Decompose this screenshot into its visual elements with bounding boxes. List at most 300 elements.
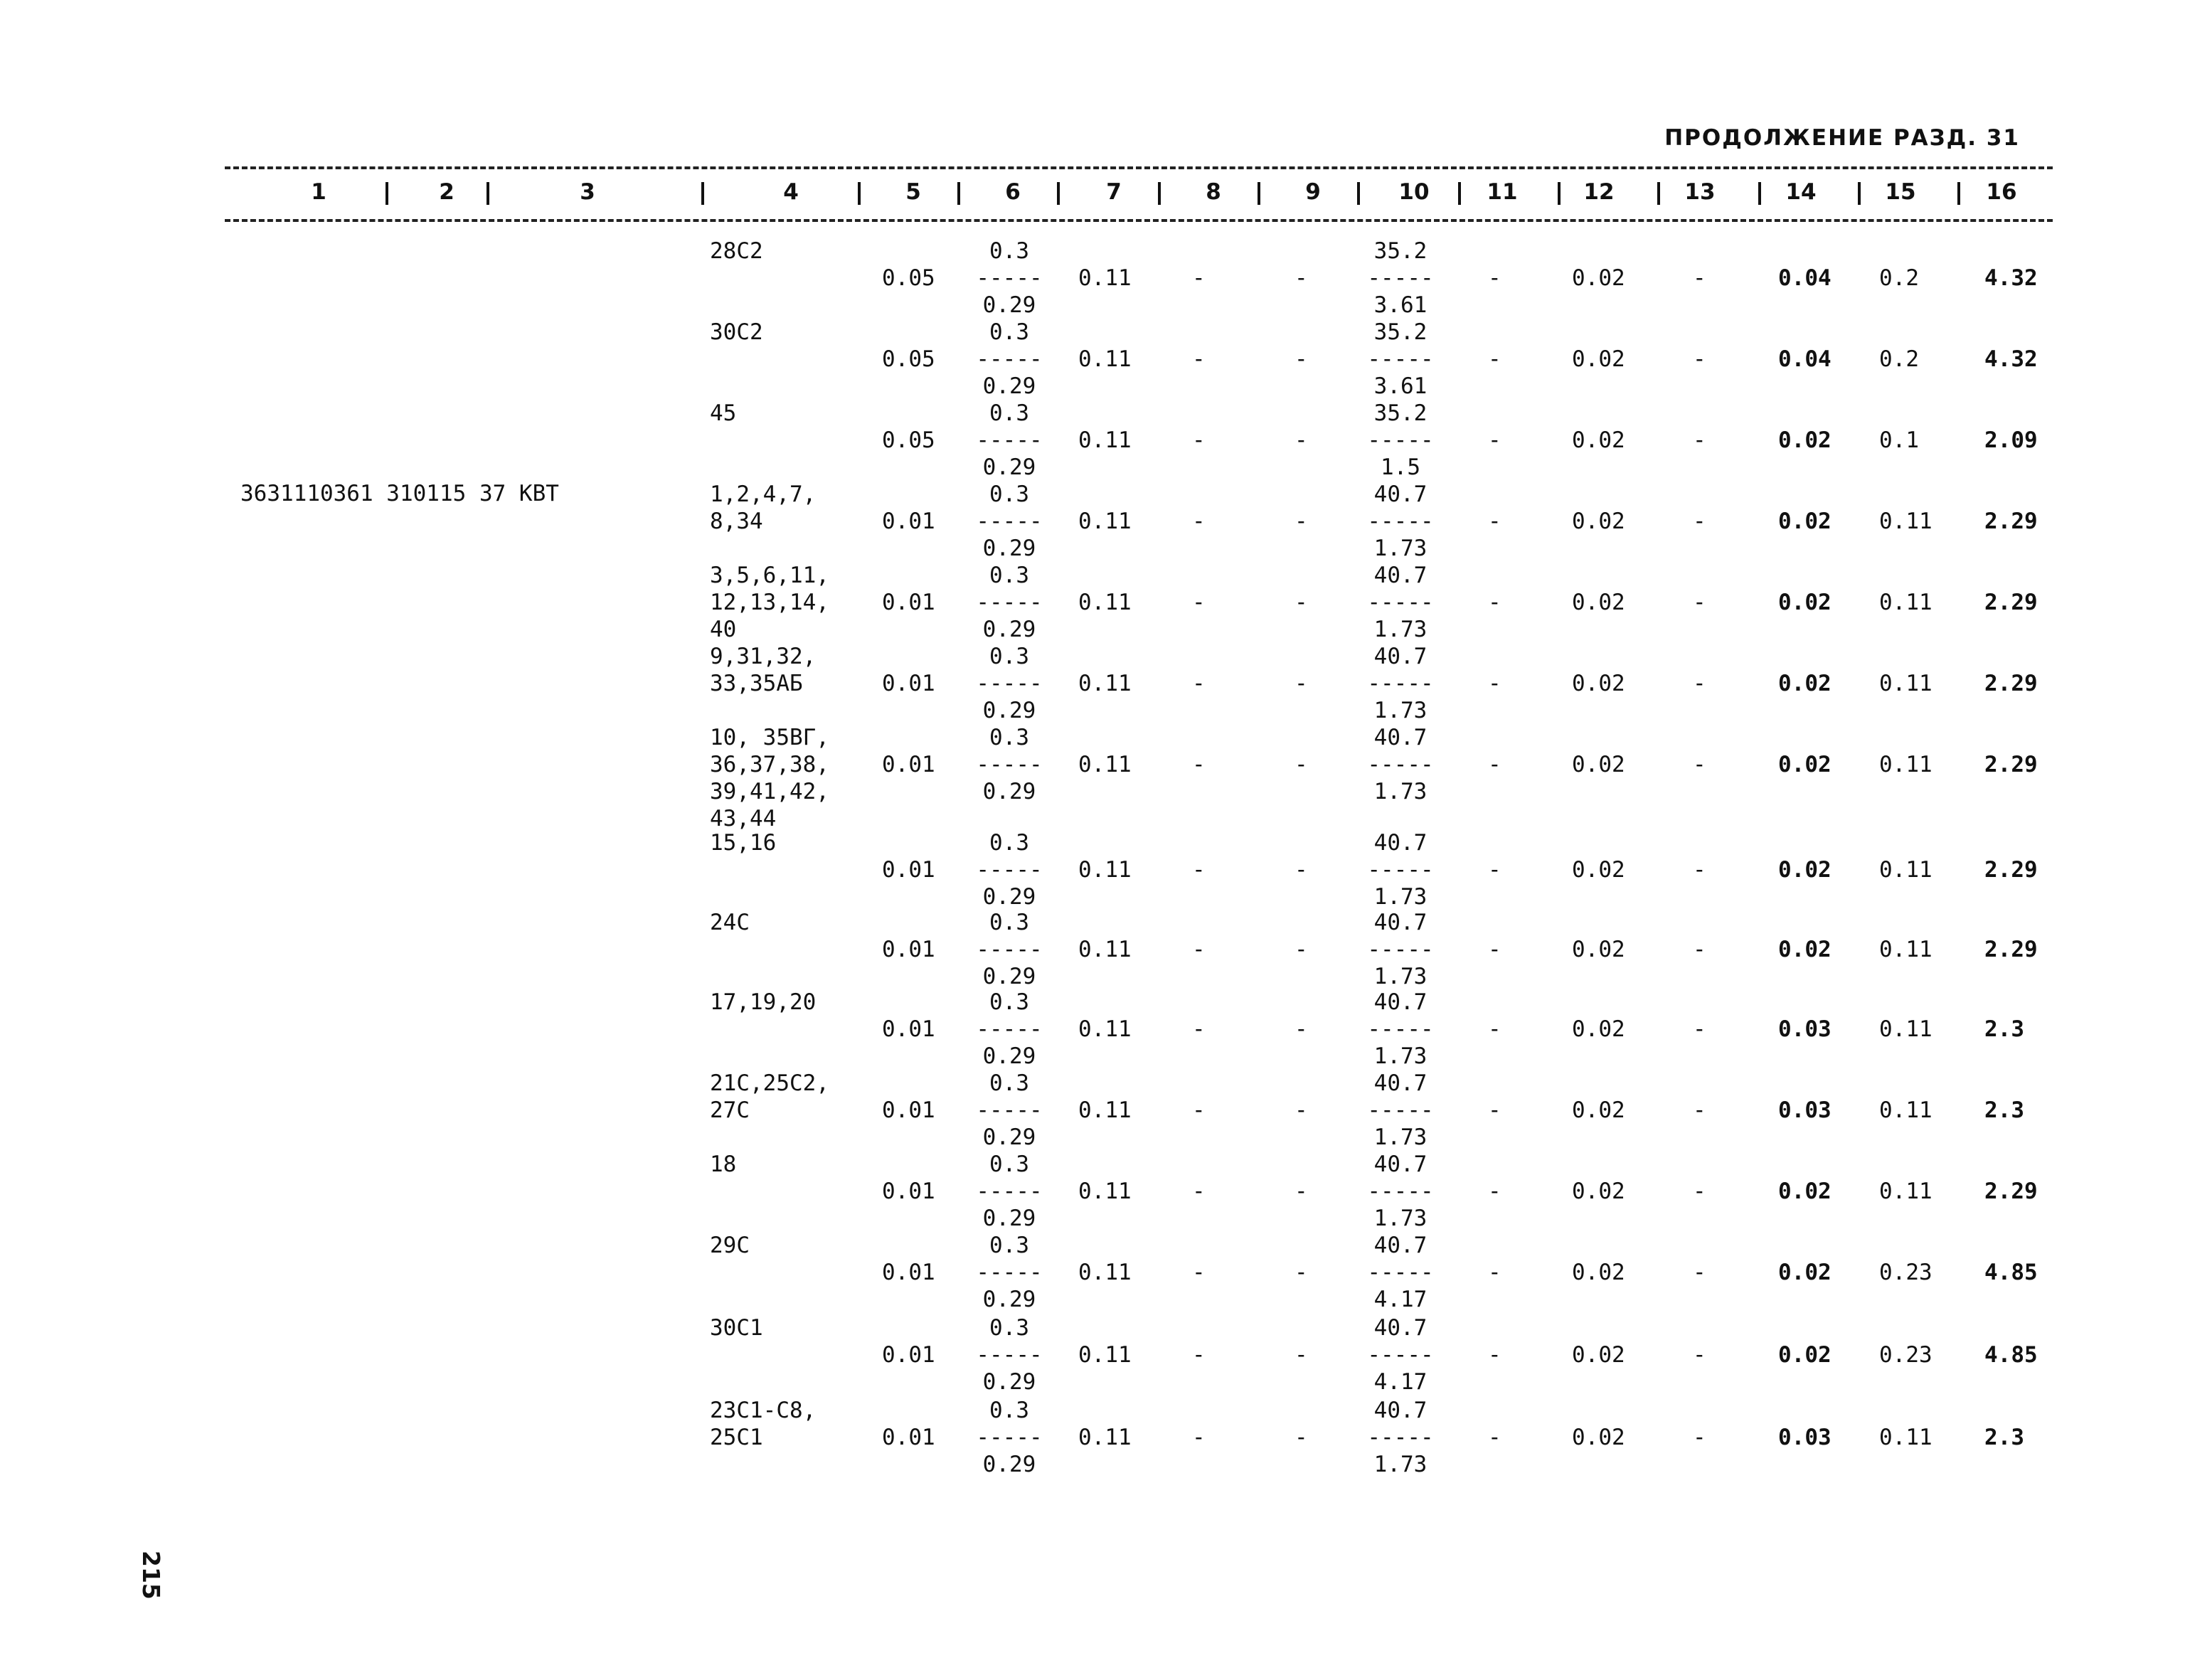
cell-col11: - — [1488, 1342, 1501, 1368]
cell-col4-designation: 45 — [710, 400, 737, 426]
cell-col6-fraction-num: 0.3 — [989, 319, 1029, 345]
cell-col12: 0.02 — [1572, 1097, 1625, 1123]
cell-col14: 0.02 — [1778, 752, 1832, 777]
cell-col13: - — [1693, 346, 1706, 372]
cell-col12: 0.02 — [1572, 346, 1625, 372]
header-rule-top — [225, 166, 2053, 169]
cell-col5: 0.05 — [882, 346, 935, 372]
cell-col11: - — [1488, 1425, 1501, 1450]
cell-col4-designation: 3,5,6,11, 12,13,14, 40 — [710, 563, 829, 642]
cell-col15: 0.11 — [1879, 857, 1933, 883]
cell-col6-fraction — [963, 1151, 1056, 1232]
cell-col8: - — [1192, 937, 1206, 962]
cell-col10-fraction-line: ----- — [1367, 1179, 1434, 1204]
cell-col14: 0.02 — [1778, 857, 1832, 883]
cell-col10-fraction-den: 1.73 — [1373, 964, 1428, 989]
cell-col10-fraction — [1354, 724, 1447, 805]
cell-col6-fraction-num: 0.3 — [989, 238, 1029, 264]
cell-col14: 0.04 — [1778, 265, 1832, 291]
cell-col5: 0.01 — [882, 509, 935, 534]
cell-col7: 0.11 — [1078, 265, 1132, 291]
cell-col6-fraction — [963, 829, 1056, 910]
cell-col9: - — [1294, 752, 1308, 777]
cell-col15: 0.2 — [1879, 265, 1919, 291]
column-separator — [1057, 182, 1060, 205]
cell-col6-fraction-line: ----- — [976, 1097, 1043, 1123]
cell-col10-fraction — [1354, 238, 1447, 319]
cell-col14: 0.03 — [1778, 1016, 1832, 1042]
cell-col10-fraction-den: 1.73 — [1373, 779, 1428, 804]
cell-col10-fraction-num: 40.7 — [1373, 563, 1428, 588]
column-number: 8 — [1206, 179, 1221, 205]
cell-col10-fraction-den: 1.73 — [1373, 1206, 1428, 1231]
cell-col10-fraction-num: 40.7 — [1373, 910, 1428, 935]
cell-col9: - — [1294, 1097, 1308, 1123]
cell-col4-designation: 15,16 — [710, 830, 777, 856]
cell-col14: 0.02 — [1778, 427, 1832, 453]
cell-col6-fraction-num: 0.3 — [989, 1152, 1029, 1177]
cell-col10-fraction-num: 40.7 — [1373, 725, 1428, 750]
cell-col10-fraction-den: 1.73 — [1373, 698, 1428, 723]
cell-col8: - — [1192, 1425, 1206, 1450]
cell-col7: 0.11 — [1078, 1342, 1132, 1368]
cell-col4-designation: 29С — [710, 1233, 750, 1258]
cell-col10-fraction — [1354, 481, 1447, 562]
cell-col6-fraction-num: 0.3 — [989, 1315, 1029, 1341]
cell-col8: - — [1192, 671, 1206, 696]
cell-col8: - — [1192, 857, 1206, 883]
cell-col15: 0.23 — [1879, 1260, 1933, 1285]
cell-col9: - — [1294, 509, 1308, 534]
cell-col16: 2.3 — [1984, 1425, 2024, 1450]
cell-col10-fraction-num: 40.7 — [1373, 989, 1428, 1015]
cell-col6-fraction — [963, 481, 1056, 562]
cell-col12: 0.02 — [1572, 265, 1625, 291]
column-number: 12 — [1583, 179, 1615, 205]
cell-col6-fraction-num: 0.3 — [989, 400, 1029, 426]
cell-col6-fraction-den: 0.29 — [982, 964, 1036, 989]
column-separator — [487, 182, 489, 205]
cell-col6-fraction — [963, 643, 1056, 724]
cell-col7: 0.11 — [1078, 1260, 1132, 1285]
cell-col12: 0.02 — [1572, 1179, 1625, 1204]
cell-col6-fraction-line: ----- — [976, 752, 1043, 777]
cell-col6-fraction-line: ----- — [976, 1342, 1043, 1368]
cell-col6-fraction-den: 0.29 — [982, 698, 1036, 723]
cell-col10-fraction-line: ----- — [1367, 1016, 1434, 1042]
cell-col10-fraction — [1354, 1232, 1447, 1313]
cell-col16: 2.29 — [1984, 857, 2038, 883]
cell-col16: 4.32 — [1984, 346, 2038, 372]
section-continuation-header: ПРОДОЛЖЕНИЕ РАЗД. 31 — [1664, 125, 2020, 151]
cell-col10-fraction-line: ----- — [1367, 427, 1434, 453]
cell-col11: - — [1488, 346, 1501, 372]
cell-col6-fraction-line: ----- — [976, 427, 1043, 453]
cell-col6-fraction-num: 0.3 — [989, 989, 1029, 1015]
cell-col10-fraction — [1354, 1314, 1447, 1395]
cell-col13: - — [1693, 1260, 1706, 1285]
cell-col12: 0.02 — [1572, 1260, 1625, 1285]
cell-col4-designation: 21С,25С2, 27С — [710, 1070, 829, 1123]
cell-col6-fraction-line: ----- — [976, 1425, 1043, 1450]
column-separator — [1458, 182, 1461, 205]
cell-col6-fraction-line: ----- — [976, 265, 1043, 291]
cell-col8: - — [1192, 427, 1206, 453]
column-separator — [1158, 182, 1161, 205]
cell-col6-fraction-den: 0.29 — [982, 373, 1036, 399]
cell-col14: 0.02 — [1778, 1179, 1832, 1204]
cell-col16: 2.29 — [1984, 671, 2038, 696]
cell-col10-fraction-line: ----- — [1367, 590, 1434, 615]
column-number: 5 — [905, 179, 921, 205]
cell-col4-designation: 24С — [710, 910, 750, 935]
cell-col7: 0.11 — [1078, 1016, 1132, 1042]
cell-col6-fraction-den: 0.29 — [982, 1206, 1036, 1231]
cell-col16: 2.29 — [1984, 752, 2038, 777]
column-separator — [957, 182, 960, 205]
column-number: 14 — [1785, 179, 1817, 205]
cell-col10-fraction-num: 35.2 — [1373, 319, 1428, 345]
cell-col10-fraction — [1354, 319, 1447, 400]
cell-col6-fraction-num: 0.3 — [989, 725, 1029, 750]
cell-col15: 0.11 — [1879, 1425, 1933, 1450]
cell-col15: 0.1 — [1879, 427, 1919, 453]
cell-col10-fraction-den: 1.73 — [1373, 536, 1428, 561]
cell-col10-fraction-line: ----- — [1367, 509, 1434, 534]
cell-col16: 4.85 — [1984, 1342, 2038, 1368]
column-separator — [1758, 182, 1761, 205]
cell-col9: - — [1294, 1179, 1308, 1204]
cell-col5: 0.05 — [882, 265, 935, 291]
cell-col9: - — [1294, 265, 1308, 291]
cell-col16: 4.32 — [1984, 265, 2038, 291]
cell-col7: 0.11 — [1078, 671, 1132, 696]
column-separator — [1957, 182, 1960, 205]
cell-col9: - — [1294, 1260, 1308, 1285]
cell-col10-fraction-num: 40.7 — [1373, 1070, 1428, 1096]
column-separator — [858, 182, 861, 205]
cell-col4-designation: 18 — [710, 1152, 737, 1177]
cell-col9: - — [1294, 427, 1308, 453]
cell-col6-fraction-den: 0.29 — [982, 1452, 1036, 1477]
cell-col13: - — [1693, 265, 1706, 291]
cell-col10-fraction-num: 40.7 — [1373, 1233, 1428, 1258]
cell-col5: 0.05 — [882, 427, 935, 453]
cell-col10-fraction-num: 40.7 — [1373, 1152, 1428, 1177]
cell-col12: 0.02 — [1572, 671, 1625, 696]
cell-col5: 0.01 — [882, 937, 935, 962]
cell-col10-fraction — [1354, 989, 1447, 1070]
column-separator — [1357, 182, 1360, 205]
cell-col4-designation: 17,19,20 — [710, 989, 817, 1015]
cell-col10-fraction-num: 35.2 — [1373, 238, 1428, 264]
cell-col7: 0.11 — [1078, 1097, 1132, 1123]
cell-col6-fraction-den: 0.29 — [982, 884, 1036, 910]
cell-col10-fraction-line: ----- — [1367, 671, 1434, 696]
cell-col10-fraction-den: 1.5 — [1381, 454, 1420, 480]
cell-col5: 0.01 — [882, 590, 935, 615]
cell-col6-fraction — [963, 1314, 1056, 1395]
cell-col10-fraction-num: 40.7 — [1373, 830, 1428, 856]
cell-col11: - — [1488, 509, 1501, 534]
cell-col13: - — [1693, 752, 1706, 777]
cell-col12: 0.02 — [1572, 427, 1625, 453]
column-number: 3 — [580, 179, 595, 205]
cell-col7: 0.11 — [1078, 937, 1132, 962]
cell-col16: 2.3 — [1984, 1016, 2024, 1042]
cell-col10-fraction-line: ----- — [1367, 1425, 1434, 1450]
cell-col9: - — [1294, 857, 1308, 883]
cell-col15: 0.11 — [1879, 752, 1933, 777]
cell-col5: 0.01 — [882, 671, 935, 696]
cell-col10-fraction-line: ----- — [1367, 265, 1434, 291]
cell-col6-fraction-line: ----- — [976, 857, 1043, 883]
cell-col5: 0.01 — [882, 857, 935, 883]
cell-col13: - — [1693, 427, 1706, 453]
cell-col6-fraction-line: ----- — [976, 671, 1043, 696]
cell-col6-fraction — [963, 400, 1056, 481]
cell-col10-fraction-num: 35.2 — [1373, 400, 1428, 426]
cell-col14: 0.03 — [1778, 1425, 1832, 1450]
cell-col15: 0.11 — [1879, 671, 1933, 696]
cell-col12: 0.02 — [1572, 1342, 1625, 1368]
cell-col12: 0.02 — [1572, 590, 1625, 615]
cell-col11: - — [1488, 590, 1501, 615]
cell-col10-fraction-line: ----- — [1367, 937, 1434, 962]
cell-col10-fraction-num: 40.7 — [1373, 644, 1428, 669]
cell-col11: - — [1488, 857, 1501, 883]
cell-col8: - — [1192, 752, 1206, 777]
column-number: 11 — [1487, 179, 1518, 205]
cell-col10-fraction-den: 1.73 — [1373, 1452, 1428, 1477]
cell-col9: - — [1294, 346, 1308, 372]
cell-col10-fraction — [1354, 562, 1447, 643]
cell-col11: - — [1488, 1016, 1501, 1042]
cell-col8: - — [1192, 1260, 1206, 1285]
cell-col11: - — [1488, 265, 1501, 291]
cell-col10-fraction-den: 4.17 — [1373, 1369, 1428, 1395]
cell-col6-fraction-line: ----- — [976, 937, 1043, 962]
cell-col13: - — [1693, 509, 1706, 534]
cell-col9: - — [1294, 1425, 1308, 1450]
cell-col13: - — [1693, 1342, 1706, 1368]
cell-col6-fraction-num: 0.3 — [989, 830, 1029, 856]
cell-col8: - — [1192, 1179, 1206, 1204]
cell-col10-fraction-den: 1.73 — [1373, 1043, 1428, 1069]
cell-col10-fraction-den: 1.73 — [1373, 884, 1428, 910]
cell-col7: 0.11 — [1078, 346, 1132, 372]
cell-col11: - — [1488, 1097, 1501, 1123]
cell-col16: 2.29 — [1984, 1179, 2038, 1204]
cell-col13: - — [1693, 1097, 1706, 1123]
cell-col14: 0.04 — [1778, 346, 1832, 372]
cell-col15: 0.11 — [1879, 937, 1933, 962]
cell-col5: 0.01 — [882, 1016, 935, 1042]
cell-col6-fraction-den: 0.29 — [982, 1369, 1036, 1395]
cell-col6-fraction-line: ----- — [976, 509, 1043, 534]
cell-col6-fraction — [963, 1070, 1056, 1151]
cell-col12: 0.02 — [1572, 1425, 1625, 1450]
cell-col10-fraction-line: ----- — [1367, 1260, 1434, 1285]
cell-col8: - — [1192, 590, 1206, 615]
cell-col6-fraction-line: ----- — [976, 1260, 1043, 1285]
column-number: 6 — [1005, 179, 1021, 205]
cell-col11: - — [1488, 671, 1501, 696]
cell-col6-fraction-num: 0.3 — [989, 482, 1029, 507]
cell-col6-fraction-line: ----- — [976, 346, 1043, 372]
cell-col6-fraction — [963, 989, 1056, 1070]
cell-col6-fraction-den: 0.29 — [982, 779, 1036, 804]
cell-col6-fraction-num: 0.3 — [989, 910, 1029, 935]
cell-col10-fraction-num: 40.7 — [1373, 482, 1428, 507]
cell-col9: - — [1294, 590, 1308, 615]
cell-col6-fraction-num: 0.3 — [989, 1398, 1029, 1423]
cell-col6-fraction — [963, 909, 1056, 990]
cell-col6-fraction-num: 0.3 — [989, 1070, 1029, 1096]
cell-col13: - — [1693, 590, 1706, 615]
cell-col4-designation: 30С2 — [710, 319, 763, 345]
cell-col6-fraction-den: 0.29 — [982, 1125, 1036, 1150]
cell-col9: - — [1294, 671, 1308, 696]
cell-col5: 0.01 — [882, 1097, 935, 1123]
cell-col14: 0.02 — [1778, 509, 1832, 534]
cell-col10-fraction-line: ----- — [1367, 857, 1434, 883]
cell-col8: - — [1192, 1097, 1206, 1123]
cell-col15: 0.11 — [1879, 1179, 1933, 1204]
cell-col10-fraction — [1354, 1151, 1447, 1232]
cell-col10-fraction-line: ----- — [1367, 1342, 1434, 1368]
group-code-label: 3631110361 310115 37 КВТ — [240, 481, 559, 506]
cell-col11: - — [1488, 1260, 1501, 1285]
column-number: 13 — [1684, 179, 1716, 205]
cell-col8: - — [1192, 509, 1206, 534]
cell-col6-fraction-num: 0.3 — [989, 644, 1029, 669]
cell-col10-fraction — [1354, 643, 1447, 724]
cell-col7: 0.11 — [1078, 1179, 1132, 1204]
column-number: 16 — [1986, 179, 2017, 205]
cell-col12: 0.02 — [1572, 752, 1625, 777]
cell-col16: 2.3 — [1984, 1097, 2024, 1123]
cell-col15: 0.2 — [1879, 346, 1919, 372]
cell-col6-fraction — [963, 319, 1056, 400]
cell-col10-fraction-line: ----- — [1367, 1097, 1434, 1123]
cell-col11: - — [1488, 937, 1501, 962]
header-rule-bottom — [225, 219, 2053, 222]
cell-col14: 0.02 — [1778, 1260, 1832, 1285]
cell-col14: 0.02 — [1778, 671, 1832, 696]
cell-col7: 0.11 — [1078, 1425, 1132, 1450]
cell-col6-fraction-den: 0.29 — [982, 454, 1036, 480]
cell-col6-fraction-den: 0.29 — [982, 1287, 1036, 1312]
cell-col16: 2.29 — [1984, 937, 2038, 962]
cell-col10-fraction — [1354, 829, 1447, 910]
column-header-row — [225, 179, 2053, 211]
cell-col7: 0.11 — [1078, 427, 1132, 453]
cell-col10-fraction-den: 4.17 — [1373, 1287, 1428, 1312]
cell-col5: 0.01 — [882, 752, 935, 777]
cell-col10-fraction — [1354, 1397, 1447, 1478]
cell-col8: - — [1192, 1016, 1206, 1042]
cell-col4-designation: 1,2,4,7, 8,34 — [710, 482, 817, 534]
cell-col8: - — [1192, 346, 1206, 372]
cell-col11: - — [1488, 1179, 1501, 1204]
column-number: 10 — [1398, 179, 1430, 205]
cell-col6-fraction-line: ----- — [976, 590, 1043, 615]
cell-col14: 0.02 — [1778, 590, 1832, 615]
cell-col7: 0.11 — [1078, 752, 1132, 777]
cell-col13: - — [1693, 857, 1706, 883]
cell-col10-fraction-den: 1.73 — [1373, 617, 1428, 642]
cell-col9: - — [1294, 1016, 1308, 1042]
cell-col16: 2.29 — [1984, 590, 2038, 615]
column-number: 7 — [1106, 179, 1122, 205]
cell-col5: 0.01 — [882, 1179, 935, 1204]
cell-col6-fraction-num: 0.3 — [989, 563, 1029, 588]
cell-col11: - — [1488, 752, 1501, 777]
cell-col5: 0.01 — [882, 1260, 935, 1285]
cell-col4-designation: 23С1-С8, 25С1 — [710, 1398, 817, 1450]
cell-col9: - — [1294, 937, 1308, 962]
cell-col6-fraction — [963, 724, 1056, 805]
cell-col15: 0.23 — [1879, 1342, 1933, 1368]
cell-col4-designation: 10, 35ВГ, 36,37,38, 39,41,42, 43,44 — [710, 725, 829, 831]
cell-col10-fraction — [1354, 909, 1447, 990]
cell-col6-fraction-den: 0.29 — [982, 1043, 1036, 1069]
column-separator — [1558, 182, 1561, 205]
cell-col6-fraction-den: 0.29 — [982, 536, 1036, 561]
cell-col5: 0.01 — [882, 1425, 935, 1450]
column-separator — [701, 182, 704, 205]
column-separator — [1258, 182, 1260, 205]
cell-col10-fraction-den: 3.61 — [1373, 373, 1428, 399]
column-number: 9 — [1305, 179, 1321, 205]
cell-col10-fraction-den: 3.61 — [1373, 292, 1428, 318]
cell-col7: 0.11 — [1078, 590, 1132, 615]
cell-col14: 0.03 — [1778, 1097, 1832, 1123]
cell-col5: 0.01 — [882, 1342, 935, 1368]
cell-col12: 0.02 — [1572, 937, 1625, 962]
cell-col12: 0.02 — [1572, 1016, 1625, 1042]
cell-col8: - — [1192, 1342, 1206, 1368]
cell-col7: 0.11 — [1078, 857, 1132, 883]
cell-col6-fraction-line: ----- — [976, 1016, 1043, 1042]
cell-col6-fraction-den: 0.29 — [982, 292, 1036, 318]
cell-col13: - — [1693, 1179, 1706, 1204]
cell-col10-fraction-num: 40.7 — [1373, 1398, 1428, 1423]
cell-col13: - — [1693, 1425, 1706, 1450]
cell-col10-fraction — [1354, 400, 1447, 481]
cell-col16: 2.09 — [1984, 427, 2038, 453]
cell-col15: 0.11 — [1879, 1016, 1933, 1042]
cell-col12: 0.02 — [1572, 857, 1625, 883]
cell-col6-fraction-num: 0.3 — [989, 1233, 1029, 1258]
column-number: 4 — [783, 179, 799, 205]
cell-col12: 0.02 — [1572, 509, 1625, 534]
cell-col16: 4.85 — [1984, 1260, 2038, 1285]
cell-col8: - — [1192, 265, 1206, 291]
column-separator — [386, 182, 388, 205]
cell-col14: 0.02 — [1778, 1342, 1832, 1368]
cell-col7: 0.11 — [1078, 509, 1132, 534]
cell-col10-fraction-den: 1.73 — [1373, 1125, 1428, 1150]
cell-col10-fraction-num: 40.7 — [1373, 1315, 1428, 1341]
column-separator — [1657, 182, 1660, 205]
cell-col6-fraction-line: ----- — [976, 1179, 1043, 1204]
column-number: 15 — [1885, 179, 1916, 205]
cell-col4-designation: 28С2 — [710, 238, 763, 264]
cell-col13: - — [1693, 937, 1706, 962]
cell-col14: 0.02 — [1778, 937, 1832, 962]
